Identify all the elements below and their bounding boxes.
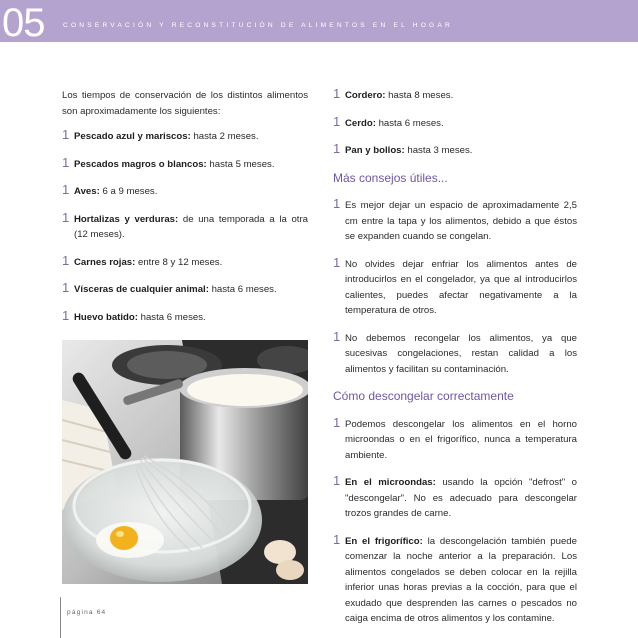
page-number: página 64 [67, 609, 107, 616]
bullet-number: 1 [62, 280, 70, 295]
item-text: de una temporada a la otra (12 meses). [74, 213, 308, 240]
footer-rule [60, 597, 61, 638]
item-text: hasta 5 meses. [206, 158, 275, 170]
item-term: Pescados magros o blancos: [74, 158, 207, 170]
item-text: hasta 8 meses. [385, 90, 454, 101]
bullet-number: 1 [333, 113, 341, 129]
section-heading-thawing: Cómo descongelar correctamente [333, 389, 514, 403]
item-term: Huevo batido: [74, 311, 138, 323]
item-text: la descongelación también puede comenzar la noche anterior a la preparación. Los alimentos congelados se deben colocar en la rejilla inferior unas horas previas a la cocción, para que el exudado que desprenden las carnes o pescados no caiga encima de otros alimentos y los contamine. [345, 535, 577, 624]
bullet-number: 1 [333, 196, 341, 211]
list-item [62, 252, 308, 271]
right-column [333, 88, 577, 638]
bullet-number: 1 [62, 154, 70, 170]
item-term: Cerdo: [345, 117, 376, 129]
header-band [0, 0, 638, 45]
list-item [333, 328, 577, 378]
item-term: Carnes rojas: [74, 256, 136, 268]
section-heading-tips: Más consejos útiles... [333, 170, 448, 185]
chapter-number: 05 [2, 1, 45, 45]
chapter-title: CONSERVACIÓN Y RECONSTITUCIÓN DE ALIMENTOS EN EL HOGAR [63, 22, 453, 29]
list-item [333, 414, 577, 464]
item-text: No debemos recongelar los alimentos, ya que sucesivas congelaciones, restan calidad a los alimentos y facilitan su contaminación. [345, 332, 577, 375]
right-list-top [333, 88, 577, 159]
left-column [62, 88, 308, 337]
item-text: entre 8 y 12 meses. [135, 256, 223, 268]
bullet-number: 1 [333, 254, 341, 270]
item-text: hasta 6 meses. [375, 117, 444, 129]
item-term: En el frigorífico: [345, 535, 423, 547]
item-text: hasta 2 meses. [190, 131, 259, 142]
intro-paragraph: Los tiempos de conservación de los distintos alimentos son aproximadamente los siguientes: [62, 90, 308, 117]
bullet-number: 1 [62, 182, 70, 197]
list-item [62, 209, 308, 243]
list-item [333, 198, 577, 245]
list-item [333, 254, 577, 319]
item-text: Es mejor dejar un espacio de aproximadamente 2,5 cm entre la tapa y los alimentos, debido a que éstos se expanden cuando se congelan. [345, 200, 577, 242]
item-text: 6 a 9 meses. [99, 186, 158, 197]
list-item [333, 475, 577, 522]
item-term: Hortalizas y verduras: [74, 213, 179, 225]
bullet-number: 1 [62, 307, 70, 323]
bullet-number: 1 [333, 86, 341, 101]
thawing-list [333, 414, 577, 627]
tips-list [333, 198, 577, 377]
bullet-number: 1 [333, 414, 341, 430]
bullet-number: 1 [333, 473, 341, 488]
list-item [333, 88, 577, 104]
kitchen-photo [62, 340, 308, 584]
bullet-number: 1 [333, 328, 341, 344]
list-item [62, 154, 308, 173]
bullet-number: 1 [333, 531, 341, 547]
item-term: Cordero: [345, 90, 386, 101]
bullet-number: 1 [333, 141, 341, 156]
left-list [62, 129, 308, 325]
list-item [62, 129, 308, 145]
item-text: usando la opción "defrost" o "descongelar". No es adecuado para descongelar trozos grandes de carne. [345, 477, 577, 519]
list-item [333, 113, 577, 132]
bullet-number: 1 [62, 127, 70, 142]
item-term: Pan y bollos: [345, 145, 405, 156]
item-text: No olvides dejar enfriar los alimentos antes de introducirlos en el congelador, ya que al introducirlos calientes, puedes afectar negativamente a la temperatura de otros. [345, 258, 577, 316]
item-text: hasta 6 meses. [137, 311, 206, 323]
list-item [333, 531, 577, 627]
item-text: Podemos descongelar los alimentos en el horno microondas o en el frigorífico, nunca a temperatura ambiente. [345, 418, 577, 461]
item-term: Aves: [74, 186, 100, 197]
bullet-number: 1 [62, 209, 70, 225]
item-text: hasta 6 meses. [208, 284, 277, 295]
bullet-number: 1 [62, 252, 70, 268]
list-item [62, 307, 308, 326]
item-term: En el microondas: [345, 477, 436, 488]
list-item [333, 143, 577, 159]
list-item [62, 282, 308, 298]
list-item [62, 184, 308, 200]
item-term: Vísceras de cualquier animal: [74, 284, 209, 295]
item-text: hasta 3 meses. [404, 145, 473, 156]
item-term: Pescado azul y mariscos: [74, 131, 191, 142]
